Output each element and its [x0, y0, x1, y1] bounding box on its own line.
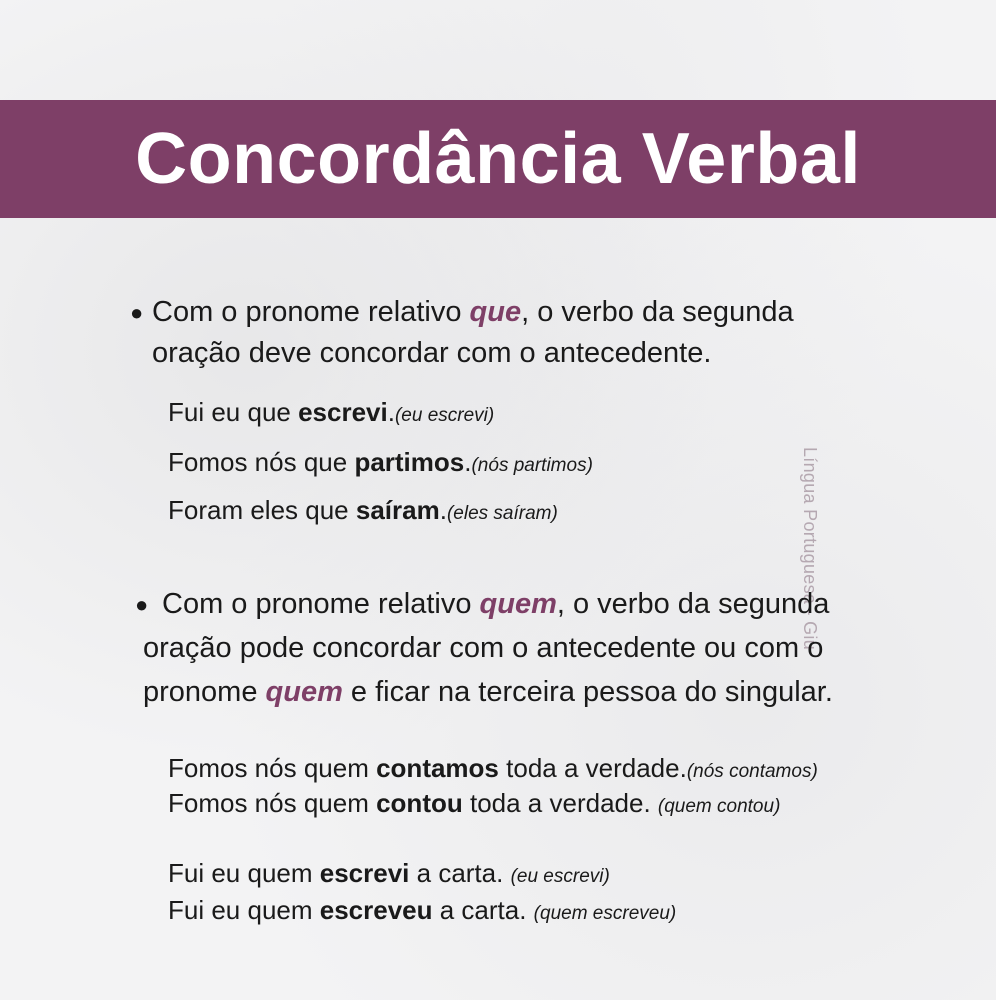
example-quem-4: Fui eu quem escreveu a carta. (quem escreveu) [168, 895, 677, 925]
rule-quem-line-3: pronome quem e ficar na terceira pessoa do singular. [143, 676, 833, 708]
rule-quem-line-2: oração pode concordar com o antecedente ou com o [143, 632, 824, 664]
keyword-que: que [469, 296, 522, 328]
example-verb: contamos [376, 753, 499, 783]
example-note: (quem escreveu) [533, 903, 677, 924]
title-banner [0, 100, 996, 218]
example-verb: escrevi [319, 858, 410, 888]
rule-que-line-1: Com o pronome relativo que, o verbo da segunda [152, 296, 794, 328]
example-note: (eu escrevi) [510, 866, 610, 887]
example-verb: saíram [355, 495, 440, 525]
example-verb: escreveu [319, 895, 433, 925]
keyword-quem: quem [265, 676, 343, 708]
example-note: (nós contamos) [686, 761, 818, 782]
keyword-quem: quem [479, 588, 557, 620]
example-quem-1: Fomos nós quem contamos toda a verdade.(nós contamos) [168, 753, 818, 783]
rule-quem-line-1: Com o pronome relativo quem, o verbo da segunda [162, 588, 830, 620]
example-verb: contou [376, 788, 463, 818]
page-title: Concordância Verbal [135, 119, 861, 199]
rule-quem [135, 584, 833, 713]
example-quem-2: Fomos nós quem contou toda a verdade. (quem contou) [168, 788, 781, 818]
example-note: (eles saíram) [446, 503, 558, 524]
example-verb: escrevi [298, 397, 388, 427]
example-note: (eu escrevi) [394, 405, 495, 426]
example-verb: partimos [354, 447, 465, 477]
example-que-1: Fui eu que escrevi.(eu escrevi) [168, 397, 495, 427]
example-que-2: Fomos nós que partimos.(nós partimos) [168, 447, 593, 477]
bullet-dot: ● [130, 300, 144, 325]
watermark: Língua Portuguesa - Giu [800, 447, 820, 651]
example-que-3: Foram eles que saíram.(eles saíram) [168, 495, 558, 525]
example-note: (nós partimos) [471, 455, 593, 476]
example-quem-3: Fui eu quem escrevi a carta. (eu escrevi) [168, 858, 610, 888]
bullet-dot: ● [135, 592, 149, 617]
rule-que [130, 292, 794, 374]
rule-que-line-2: oração deve concordar com o antecedente. [152, 337, 712, 369]
example-note: (quem contou) [657, 796, 781, 817]
